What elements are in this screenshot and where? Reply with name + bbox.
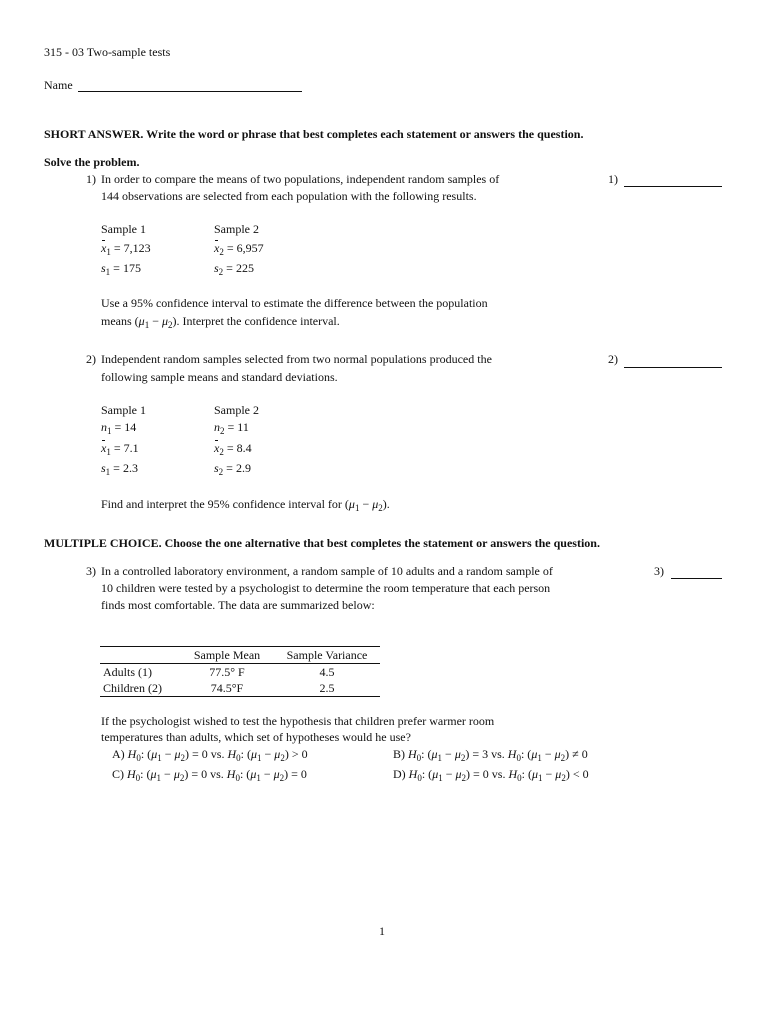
q1-means-label: means (101, 314, 132, 328)
q2-instruction: Find and interpret the 95% confidence interval for $(\mu_1 - \mu_2)$. (101, 497, 390, 513)
q1-x2-stat: $x_2 = 6,957$ (214, 241, 264, 257)
q2-s2-stat: $s_2 = 2.9$ (214, 461, 251, 477)
q3-answer-number: 3) (654, 564, 664, 578)
q3-option-a[interactable]: A) $H_0$: $(\mu_1 - \mu_2) = 0$ vs. $H_0$: $(\mu_1 - \mu_2) > 0$ (112, 747, 308, 763)
q1-sample2-label: Sample 2 (214, 222, 259, 236)
q2-instruction-text: Find and interpret the 95% confidence interval for (101, 497, 342, 511)
table-header-cell: Sample Mean (180, 647, 274, 664)
option-alt-relation: < 0 (572, 767, 589, 781)
q3-answer-blank[interactable] (671, 578, 722, 579)
table-cell: Children (2) (100, 680, 180, 697)
short-answer-instructions: SHORT ANSWER. Write the word or phrase that best completes each statement or answers the question. (44, 127, 584, 141)
q3-number: 3) (86, 564, 96, 578)
option-null-value: 0 (482, 767, 489, 781)
q1-text-line2: 144 observations are selected from each population with the following results. (101, 189, 477, 203)
q3-question-line2: temperatures than adults, which set of hypotheses would he use? (101, 730, 411, 744)
table-row (100, 664, 380, 681)
q2-n1-value: 14 (124, 420, 137, 434)
option-alt-relation: ≠ 0 (572, 747, 588, 761)
q2-answer-blank[interactable] (624, 367, 722, 368)
option-vs: vs. (491, 747, 505, 761)
q3-text-line2: 10 children were tested by a psychologist to determine the room temperature that each person (101, 581, 551, 595)
q2-s1-value: 2.3 (122, 461, 138, 475)
q1-instruction-line1: Use a 95% confidence interval to estimate the difference between the population (101, 296, 488, 310)
multiple-choice-instructions: MULTIPLE CHOICE. Choose the one alternative that best completes the statement or answers the question. (44, 536, 600, 550)
q2-n1-stat: $n_1 = 14$ (101, 420, 137, 436)
q2-sample2-label: Sample 2 (214, 403, 259, 417)
option-letter: B) (393, 747, 405, 761)
q3-question-line1: If the psychologist wished to test the hypothesis that children prefer warmer room (101, 714, 495, 728)
table-row (100, 680, 380, 697)
option-alt-relation: > 0 (291, 747, 308, 761)
q2-answer-number: 2) (608, 352, 618, 366)
q2-x1-stat: $x_1 = 7.1$ (101, 441, 139, 457)
q2-n2-stat: $n_2 = 11$ (214, 420, 249, 436)
q2-text-line2: following sample means and standard deviations. (101, 370, 338, 384)
q2-x1-value: 7.1 (123, 441, 139, 455)
option-letter: D) (393, 767, 406, 781)
q3-option-d[interactable]: D) $H_0$: $(\mu_1 - \mu_2) = 0$ vs. $H_0$: $(\mu_1 - \mu_2) < 0$ (393, 767, 589, 783)
table-header-row (100, 647, 380, 664)
table-cell: Adults (1) (103, 664, 152, 679)
q1-x1-stat: $x_1 = 7,123$ (101, 241, 151, 257)
name-blank[interactable] (78, 91, 302, 92)
table-cell: 4.5 (319, 664, 335, 679)
q2-number: 2) (86, 352, 96, 366)
page-number: 1 (379, 924, 385, 938)
q1-answer-number: 1) (608, 172, 618, 186)
option-alt-relation: = 0 (291, 767, 307, 781)
q1-answer-blank[interactable] (624, 186, 722, 187)
q1-x2-value: 6,957 (236, 241, 264, 255)
option-letter: A) (112, 747, 125, 761)
table-cell: 77.5° F (209, 664, 245, 679)
q1-interpret-text: Interpret the confidence interval. (182, 314, 340, 328)
table-cell: 74.5°F (180, 680, 274, 697)
q2-text-line1: Independent random samples selected from two normal populations produced the (101, 352, 492, 366)
option-vs: vs. (210, 767, 224, 781)
course-title: 315 - 03 Two-sample tests (44, 45, 171, 59)
option-vs: vs. (491, 767, 506, 781)
q1-sample1-label: Sample 1 (101, 222, 146, 236)
q1-x1-value: 7,123 (123, 241, 151, 255)
option-vs: vs. (210, 747, 225, 761)
q2-sample1-label: Sample 1 (101, 403, 146, 417)
q1-instruction-line2: means $(\mu_1 - \mu_2)$. Interpret the confidence interval. (101, 314, 340, 330)
option-null-value: 0 (201, 747, 208, 761)
option-null-value: 0 (201, 767, 208, 781)
q2-s2-value: 2.9 (235, 461, 251, 475)
option-letter: C) (112, 767, 124, 781)
q3-text-line1: In a controlled laboratory environment, a random sample of 10 adults and a random sample of (101, 564, 553, 578)
table-cell: 2.5 (274, 680, 380, 697)
q3-option-c[interactable]: C) $H_0$: $(\mu_1 - \mu_2) = 0$ vs. $H_0$: $(\mu_1 - \mu_2) = 0$ (112, 767, 307, 783)
q2-x2-value: 8.4 (236, 441, 252, 455)
table-header-cell (100, 647, 180, 664)
q1-s1-stat: $s_1 = 175$ (101, 261, 141, 277)
q1-s2-value: 225 (235, 261, 254, 275)
q2-s1-stat: $s_1 = 2.3$ (101, 461, 138, 477)
q3-option-b[interactable]: B) $H_0$: $(\mu_1 - \mu_2) = 3$ vs. $H_0$: $(\mu_1 - \mu_2) \ne 0$ (393, 747, 588, 763)
table-header-cell: Sample Variance (274, 647, 380, 664)
q3-text-line3: finds most comfortable. The data are summarized below: (101, 598, 375, 612)
q1-text-line1: In order to compare the means of two populations, independent random samples of (101, 172, 500, 186)
q1-s1-value: 175 (122, 261, 141, 275)
name-label: Name (44, 78, 73, 92)
q2-x2-stat: $x_2 = 8.4$ (214, 441, 252, 457)
option-null-value: 3 (482, 747, 489, 761)
q2-n2-value: 11 (237, 420, 249, 434)
q1-number: 1) (86, 172, 96, 186)
solve-problem-heading: Solve the problem. (44, 155, 140, 169)
q3-summary-table (100, 646, 380, 697)
q1-s2-stat: $s_2 = 225$ (214, 261, 254, 277)
